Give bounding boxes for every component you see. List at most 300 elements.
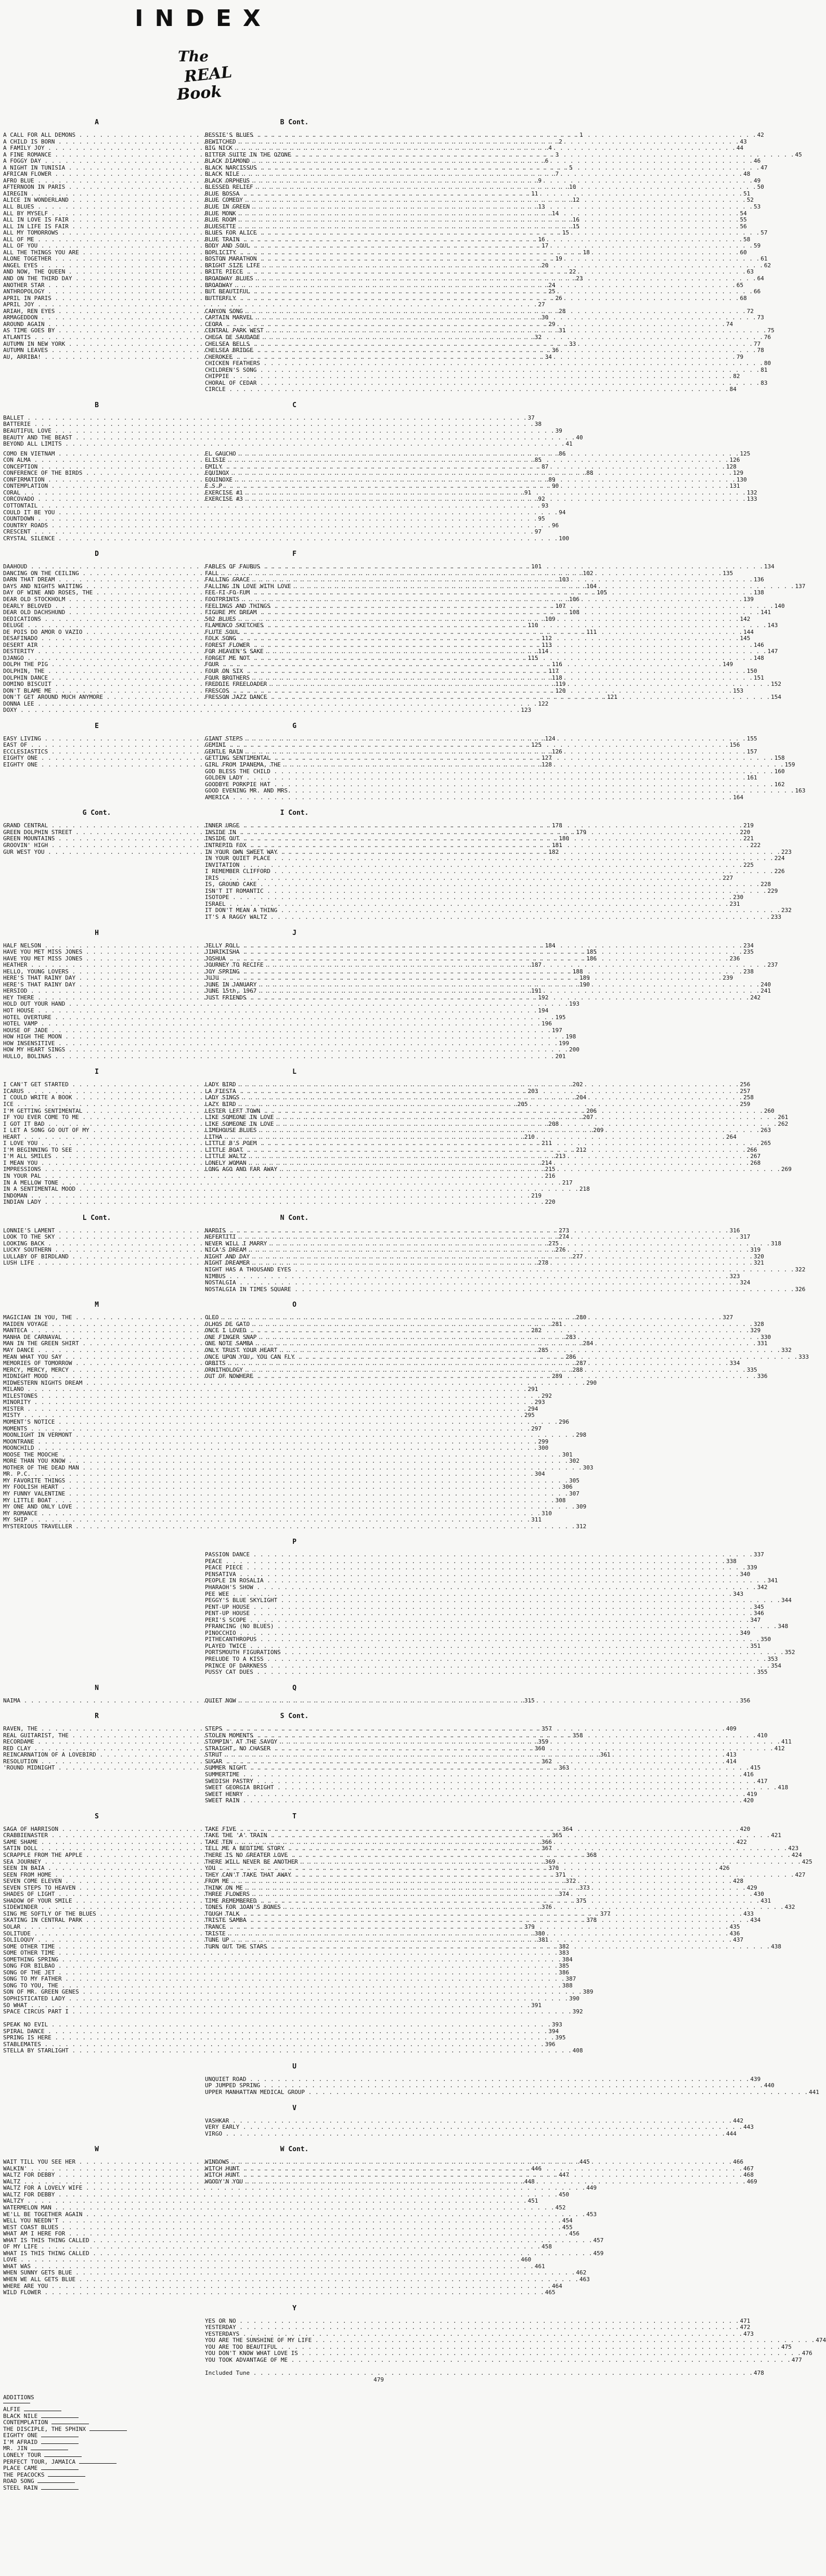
index-block — [0, 2140, 757, 2296]
index-entry[interactable] — [3, 2047, 583, 2054]
entry-title: PITHECANTHROPUS — [205, 1636, 257, 1643]
entry-title: AFTERNOON IN PARIS — [3, 184, 66, 191]
entry-title: MYSTERIOUS TRAVELLER — [3, 1523, 72, 1530]
addition-entry[interactable] — [3, 2431, 395, 2438]
entry-title: CONFIRMATION — [3, 476, 45, 483]
entry-page-number: 105 — [597, 589, 607, 596]
entry-title: UPPER MANHATTAN MEDICAL GROUP — [205, 2089, 305, 2096]
section-heading: N — [95, 1684, 99, 1692]
entry-title: LIMEHOUSE BLUES — [205, 1127, 257, 1134]
entry-page-number: 76 — [764, 333, 771, 341]
entry-page-number: 258 — [743, 1094, 754, 1101]
entry-page-number: 371 — [555, 1871, 566, 1878]
entry-page-number: 435 — [729, 1923, 740, 1930]
addition-entry[interactable] — [3, 2444, 395, 2451]
entry-title: LA FIESTA — [205, 1087, 236, 1095]
entry-title: YOU DON'T KNOW WHAT LOVE IS — [205, 2350, 298, 2357]
index-entry[interactable] — [3, 1186, 590, 1193]
entry-page-number: 68 — [740, 294, 747, 302]
entry-title: HAVE YOU MET MISS JONES — [3, 948, 83, 956]
index-entry[interactable] — [3, 1199, 556, 1206]
entry-title: INDIAN LADY — [3, 1199, 41, 1206]
entry-title: BRIGHT SIZE LIFE — [205, 262, 260, 269]
index-entry[interactable] — [205, 1623, 789, 1630]
entry-title: HERE'S THAT RAINY DAY — [3, 981, 76, 988]
entry-title: WATERMELON MAN — [3, 2204, 51, 2211]
entry-title: FROM ME — [205, 1878, 229, 1885]
addition-entry[interactable] — [3, 2405, 395, 2412]
entry-page-number: 328 — [754, 1320, 764, 1328]
entry-page-number: 469 — [746, 2178, 757, 2185]
entry-page-number: 15 — [572, 223, 579, 230]
index-entry[interactable] — [3, 502, 549, 510]
entry-page-number: 89 — [548, 476, 556, 483]
entry-title: SONG TO YOU, THE — [3, 1982, 58, 1989]
entry-title: JINRIKISHA — [205, 948, 240, 956]
entry-title: SAGA OF HARRISON — [3, 1825, 58, 1832]
entry-title: MAIDEN VOYAGE — [3, 1320, 48, 1328]
index-entry[interactable] — [205, 913, 781, 921]
index-entry[interactable] — [205, 2124, 754, 2131]
index-entry[interactable] — [3, 1052, 566, 1060]
entry-page-number: 6 — [545, 158, 549, 165]
dot-leader — [246, 842, 749, 849]
entry-page-number: 212 — [576, 1146, 587, 1153]
index-entry[interactable] — [3, 1471, 545, 1478]
entry-page-number: 477 — [791, 2356, 802, 2363]
entry-page-number: 3 — [555, 151, 559, 158]
index-entry[interactable] — [205, 787, 806, 795]
index-block — [0, 717, 806, 801]
index-entry[interactable] — [205, 1771, 754, 1778]
index-entry[interactable] — [205, 793, 744, 801]
entry-title: IN A MELLOW TONE — [3, 1179, 58, 1186]
entry-page-number: 467 — [743, 2165, 754, 2172]
entry-title: LONG AGO AND FAR AWAY — [205, 1166, 278, 1173]
entry-page-number: 297 — [531, 1425, 542, 1432]
index-entry[interactable] — [3, 1516, 542, 1524]
entry-page-number: 191 — [531, 987, 542, 995]
index-entry[interactable] — [3, 1458, 579, 1465]
index-entry[interactable] — [3, 1399, 545, 1406]
logo-word-book: Book — [176, 83, 223, 104]
index-entry[interactable] — [3, 1975, 576, 1983]
index-entry[interactable] — [205, 881, 771, 888]
entry-title: SPRING IS HERE — [3, 2034, 51, 2041]
entry-page-number: 321 — [754, 1259, 764, 1267]
entry-title: PENSATIVA — [205, 1570, 236, 1578]
entry-page-number: 333 — [798, 1353, 809, 1360]
index-entry[interactable] — [205, 2089, 819, 2096]
entry-page-number: 65 — [736, 281, 744, 289]
index-entry[interactable] — [205, 1669, 768, 1676]
entry-page-number: 444 — [726, 2130, 737, 2137]
dot-leader — [226, 386, 729, 393]
index-entry[interactable] — [3, 1962, 570, 1970]
index-entry[interactable] — [205, 145, 744, 152]
index-entry[interactable] — [205, 132, 764, 139]
entry-page-number: 412 — [774, 1745, 785, 1752]
entry-title: APRIL JOY — [3, 301, 34, 308]
entry-page-number: 142 — [740, 615, 751, 622]
entry-page-number: 446 — [531, 2165, 542, 2172]
entry-page-number: 188 — [572, 968, 583, 975]
entry-page-number: 472 — [740, 2324, 751, 2331]
entry-title: I COULD WRITE A BOOK — [3, 1094, 72, 1101]
entry-title: CHELSEA BRIDGE — [205, 347, 253, 354]
entry-title: COMO EN VIETNAM — [3, 450, 55, 457]
section-heading: A — [95, 119, 99, 126]
index-entry[interactable] — [205, 1279, 751, 1286]
entry-page-number: 53 — [754, 203, 761, 211]
index-entry[interactable] — [3, 1490, 579, 1498]
entry-title: HEY THERE — [3, 994, 34, 1001]
entry-title: ISRAEL — [205, 900, 226, 907]
entry-page-number: 62 — [764, 262, 771, 269]
dot-leader — [236, 295, 739, 302]
index-entry[interactable] — [3, 2243, 552, 2250]
entry-title: BUTTERFLY — [205, 294, 236, 302]
entry-title: SEA JOURNEY — [3, 1858, 41, 1865]
entry-title: FALLING GRACE — [205, 576, 250, 583]
entry-title: WOODY'N YOU — [205, 2178, 243, 2185]
entry-page-number: 135 — [722, 569, 733, 577]
index-entry[interactable] — [3, 2034, 566, 2041]
index-entry[interactable] — [205, 1784, 789, 1791]
entry-page-number: 144 — [743, 628, 754, 635]
entry-title: I GOT IT BAD — [3, 1120, 45, 1127]
entry-page-number: 275 — [548, 1240, 559, 1247]
entry-title: JUST FRIENDS — [205, 994, 247, 1001]
index-entry[interactable] — [3, 2204, 566, 2211]
entry-title: ECCLESIASTICS — [3, 748, 48, 755]
entry-title: ALL IN LIFE IS FAIR — [3, 223, 69, 230]
entry-page-number: 113 — [541, 641, 552, 648]
index-entry[interactable] — [3, 2217, 573, 2224]
entry-page-number: 386 — [559, 1969, 570, 1976]
index-entry[interactable] — [3, 1418, 570, 1426]
entry-page-number: 421 — [771, 1832, 781, 1839]
dot-leader — [253, 347, 756, 354]
index-entry[interactable] — [3, 1033, 576, 1040]
index-entry[interactable] — [205, 1797, 754, 1804]
index-entry[interactable] — [205, 1285, 806, 1293]
index-entry[interactable] — [3, 1995, 579, 2002]
entry-title: PEOPLE IN ROSALIA — [205, 1577, 264, 1584]
entry-page-number: 409 — [726, 1725, 737, 1733]
entry-title: JUNE 15th, 1967 — [205, 987, 257, 995]
entry-page-number: 377 — [600, 1910, 611, 1917]
addition-entry[interactable] — [3, 2484, 395, 2491]
entry-page-number: 391 — [531, 2001, 542, 2009]
entry-title: JUNE IN JANUARY — [205, 981, 257, 988]
index-entry[interactable] — [3, 528, 542, 536]
entry-page-number: 304 — [534, 1471, 545, 1478]
entry-title: BODY AND SOUL — [205, 242, 250, 250]
index-entry[interactable] — [205, 2356, 802, 2364]
entry-page-number: 241 — [760, 987, 771, 995]
additions-section — [0, 2386, 395, 2490]
entry-page-number: 208 — [548, 1120, 559, 1127]
addition-entry[interactable] — [3, 2451, 395, 2458]
section-heading: E — [95, 722, 99, 730]
entry-title: GIRL FROM IPANEMA, THE — [205, 761, 281, 769]
index-entry[interactable] — [3, 301, 545, 308]
index-entry[interactable] — [205, 1266, 806, 1273]
entry-page-number: 306 — [562, 1484, 573, 1491]
entry-title: LIKE SOMEONE IN LOVE — [205, 1120, 274, 1127]
entry-title: DOLPH THE PIG — [3, 661, 48, 668]
section-heading: U — [292, 2062, 296, 2071]
entry-title: NEFERTITI — [205, 1233, 236, 1241]
entry-page-number: 460 — [521, 2256, 532, 2263]
index-entry[interactable] — [205, 894, 744, 901]
entry-title: DOMINO BISCUIT — [3, 681, 51, 688]
logo-word-real: REAL — [183, 63, 233, 86]
entry-page-number: 441 — [808, 2089, 819, 2096]
entry-page-number: 20 — [541, 262, 549, 269]
entry-page-number: 230 — [733, 894, 744, 901]
entry-title: PRINCE OF DARKNESS — [205, 1662, 267, 1669]
entry-page-number: 110 — [527, 622, 538, 629]
addition-entry[interactable] — [3, 2477, 395, 2484]
index-entry[interactable] — [205, 774, 757, 782]
index-entry[interactable] — [205, 2324, 751, 2331]
addition-underline — [31, 2444, 68, 2450]
entry-page-number: 25 — [548, 288, 556, 295]
index-entry[interactable] — [205, 158, 761, 165]
index-entry[interactable] — [3, 1432, 587, 1439]
entry-title: EXERCISE #1 — [205, 489, 243, 496]
index-entry[interactable] — [205, 1551, 764, 1558]
entry-title: CONTEMPLATION — [3, 483, 48, 490]
entry-title: INSIDE OUT — [205, 835, 240, 842]
entry-page-number: 362 — [541, 1758, 552, 1765]
index-entry[interactable] — [3, 535, 570, 542]
addition-entry[interactable] — [3, 2458, 395, 2465]
index-entry[interactable] — [3, 1007, 549, 1014]
entry-title: BLACK NARCISSUS — [205, 164, 257, 171]
index-entry[interactable] — [3, 1523, 587, 1530]
entry-title: SONG OF THE JET — [3, 1969, 55, 1976]
section-heading: B Cont. — [280, 119, 309, 126]
index-entry[interactable] — [3, 707, 532, 714]
entry-page-number: 116 — [552, 661, 562, 668]
index-block — [0, 804, 792, 920]
index-entry[interactable] — [205, 302, 384, 308]
entry-page-number: 125 — [531, 741, 542, 749]
addition-entry[interactable] — [3, 2418, 395, 2425]
entry-title: WHEN WE ALL GETS BLUE — [3, 2276, 76, 2283]
entry-title: DOLPHIN DANCE — [3, 674, 48, 681]
index-entry[interactable] — [205, 386, 737, 393]
index-entry[interactable] — [205, 1597, 792, 1604]
index-entry[interactable] — [3, 2276, 590, 2283]
dot-leader — [253, 132, 756, 139]
dot-leader — [229, 470, 732, 477]
entry-page-number: 257 — [740, 1087, 751, 1095]
entry-page-number: 64 — [757, 275, 764, 282]
entry-page-number: 264 — [726, 1133, 737, 1140]
entry-page-number: 370 — [548, 1865, 559, 1872]
entry-title: FOUR — [205, 661, 219, 668]
dot-leader — [256, 230, 759, 237]
index-entry[interactable] — [3, 427, 562, 435]
addition-entry[interactable] — [3, 2438, 395, 2445]
entry-title: AFRICAN FLOWER — [3, 171, 51, 178]
index-entry[interactable] — [3, 1445, 549, 1452]
entry-page-number: 143 — [767, 622, 778, 629]
index-entry[interactable] — [205, 373, 740, 380]
entry-page-number: 90 — [552, 483, 559, 490]
index-entry[interactable] — [3, 1949, 570, 1957]
entry-page-number: 26 — [555, 294, 562, 302]
index-entry[interactable] — [205, 360, 771, 367]
entry-page-number: 197 — [552, 1026, 562, 1034]
section-heading: G — [292, 722, 296, 730]
addition-entry[interactable] — [3, 2412, 395, 2419]
entry-title: BLUE ROOM — [205, 216, 236, 224]
entry-page-number: 100 — [559, 535, 570, 542]
entry-title: BEWITCHED — [205, 138, 236, 145]
entry-title: PFRANCING (NO BLUES) — [205, 1623, 274, 1630]
logo-word-the: The — [178, 48, 209, 65]
entry-title: DON'T GET AROUND MUCH ANYMORE — [3, 694, 104, 701]
entry-title: CHELSEA BELLS — [205, 340, 250, 347]
entry-page-number: 43 — [740, 138, 747, 145]
section-heading: P — [292, 1538, 296, 1546]
index-entry[interactable] — [3, 2021, 562, 2028]
entry-title: A NIGHT IN TUNISIA — [3, 164, 66, 171]
entry-page-number: 185 — [586, 948, 597, 956]
index-entry[interactable] — [205, 855, 785, 862]
dot-leader — [260, 564, 763, 570]
entry-title: WINDOWS — [205, 2158, 229, 2166]
dot-leader — [226, 1924, 729, 1931]
entry-title: TRISTE — [205, 1930, 226, 1937]
entry-title: LITHA — [205, 1133, 223, 1140]
index-entry[interactable] — [205, 2130, 737, 2138]
index-entry[interactable] — [205, 868, 785, 875]
index-entry[interactable] — [3, 440, 573, 448]
entry-title: BEYOND ALL LIMITS — [3, 440, 62, 448]
index-entry[interactable] — [3, 1173, 556, 1180]
entry-page-number: 416 — [743, 1771, 754, 1778]
index-entry[interactable] — [205, 1584, 768, 1591]
entry-page-number: 228 — [760, 881, 771, 888]
dot-leader — [277, 1347, 780, 1354]
dot-leader — [226, 457, 729, 464]
index-entry[interactable] — [205, 2377, 384, 2384]
entry-title: WALTZ FOR DEBBY — [3, 2191, 55, 2198]
entry-title: IN YOUR PAL — [3, 1173, 41, 1180]
dot-leader — [243, 775, 746, 782]
index-entry[interactable] — [205, 1656, 778, 1663]
dot-leader — [267, 1944, 770, 1950]
entry-page-number: 440 — [764, 2082, 775, 2089]
section-heading: Y — [292, 2304, 296, 2312]
entry-page-number: 52 — [746, 197, 754, 204]
entry-page-number: 77 — [754, 340, 761, 347]
entry-title: PLAYED TWICE — [205, 1642, 247, 1649]
dot-leader — [250, 1552, 753, 1558]
entry-title: AMERICA — [205, 793, 229, 801]
entry-title: ORBITS — [205, 1360, 226, 1367]
index-block — [0, 1807, 812, 2054]
entry-title: WHAT WAS — [3, 2262, 31, 2270]
entry-page-number: 415 — [750, 1764, 761, 1772]
entry-page-number: 431 — [760, 1897, 771, 1904]
entry-page-number: 432 — [784, 1904, 795, 1911]
entry-title: BLUE BOSSA — [205, 190, 240, 197]
dot-leader — [215, 1865, 718, 1872]
entry-title: NICA'S DREAM — [205, 1246, 247, 1254]
index-entry[interactable] — [205, 171, 751, 178]
entry-page-number: 54 — [740, 210, 747, 217]
entry-page-number: 296 — [559, 1418, 570, 1425]
entry-title: MOMENT'S NOTICE — [3, 1418, 55, 1425]
real-book-logo — [173, 48, 233, 106]
dot-leader — [239, 2124, 742, 2131]
index-entry[interactable] — [205, 2337, 826, 2344]
entry-page-number: 63 — [746, 268, 754, 276]
index-entry[interactable] — [3, 515, 545, 523]
entry-page-number: 56 — [740, 223, 747, 230]
entry-title: CANYON SONG — [205, 307, 243, 315]
index-entry[interactable] — [3, 1503, 587, 1511]
entry-title: JELLY ROLL — [205, 942, 240, 949]
entry-page-number: 478 — [754, 2370, 764, 2377]
entry-page-number: 479 — [373, 2376, 384, 2383]
index-entry[interactable] — [3, 1046, 579, 1053]
entry-page-number: 368 — [586, 1851, 597, 1858]
index-entry[interactable] — [3, 1386, 538, 1393]
entry-page-number: 356 — [740, 1697, 751, 1704]
entry-page-number: 289 — [552, 1373, 562, 1380]
entry-page-number: 286 — [565, 1353, 576, 1360]
index-entry[interactable] — [3, 1020, 552, 1027]
entry-page-number: 124 — [545, 735, 556, 742]
section-heading: C — [292, 401, 296, 409]
entry-page-number: 180 — [559, 835, 570, 842]
entry-page-number: 27 — [538, 301, 545, 308]
entry-title: SWEET HENRY — [205, 1790, 243, 1798]
addition-entry[interactable] — [3, 2471, 395, 2478]
entry-title: DOLPHIN, THE — [3, 668, 45, 675]
addition-entry[interactable] — [3, 2464, 395, 2471]
index-entry[interactable] — [3, 2230, 579, 2237]
index-entry[interactable] — [205, 1610, 764, 1617]
entry-title: TELL ME A BEDTIME STORY — [205, 1845, 285, 1852]
entry-page-number: 94 — [559, 509, 566, 516]
entry-page-number: 151 — [754, 674, 764, 681]
index-entry[interactable] — [205, 2370, 764, 2377]
entry-page-number: 72 — [746, 307, 754, 315]
addition-entry[interactable] — [3, 2425, 395, 2432]
entry-page-number: 317 — [740, 1233, 751, 1241]
section-heading: M — [95, 1301, 99, 1309]
entry-page-number: 465 — [545, 2289, 556, 2296]
entry-title: NIMBUS — [205, 1272, 226, 1280]
entry-page-number: 182 — [548, 848, 559, 855]
index-entry[interactable] — [3, 2289, 556, 2296]
index-entry[interactable] — [3, 2008, 583, 2015]
dot-leader — [246, 1328, 749, 1334]
entry-title: MR. P.C. — [3, 1471, 31, 1478]
entry-title: BLACK NILE — [205, 171, 240, 178]
section-heading: V — [292, 2104, 296, 2112]
entry-title: TRISTE SAMBA — [205, 1917, 247, 1924]
